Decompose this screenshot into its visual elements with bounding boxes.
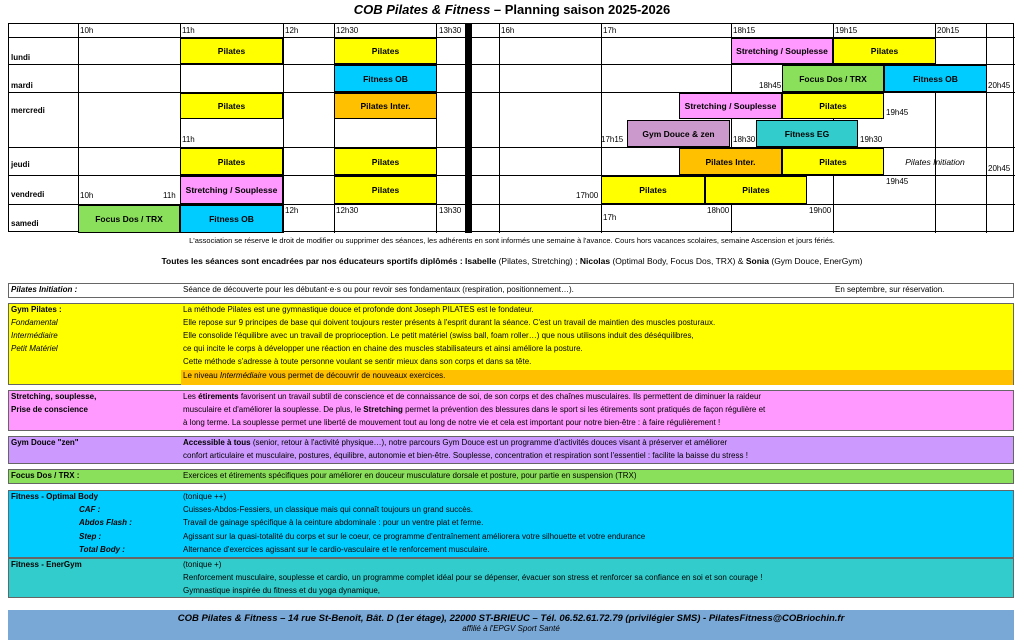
time-13h30: 13h30: [439, 26, 462, 35]
day-mercredi: mercredi: [11, 106, 45, 115]
inter-b: Intermédiaire: [219, 371, 267, 380]
gym-pilates-line: Elle consolide l'équilibre avec un travail de proprioception. Le petit matériel (swiss ball, foam roller…) que nous utilisons induit des déséquilibres,: [183, 331, 694, 340]
gym-pilates-inter-row: [181, 370, 1013, 385]
class-pilates[interactable]: Pilates: [334, 176, 437, 204]
time-20h15: 20h15: [937, 26, 960, 35]
section-gym-douce: [8, 436, 1014, 464]
class-pilates[interactable]: Pilates: [334, 148, 437, 175]
s-l2a: musculaire et d'améliorer la souplesse. De plus, le: [183, 405, 364, 414]
gym-pilates-line: Cette méthode s'adresse à toute personne voulant se sentir mieux dans son corps et dans sa tête.: [183, 357, 532, 366]
time-18h15: 18h15: [733, 26, 756, 35]
focus-label: Focus Dos / TRX :: [11, 471, 80, 480]
footer-address: COB Pilates & Fitness – 14 rue St-Benoît, Bât. D (1er étage), 22000 ST-BRIEUC – Tél. 06.52.61.72.79 (privilégier SMS) - PilatesFitness@COBriochin.fr: [177, 613, 845, 624]
class-pilates[interactable]: Pilates: [180, 148, 283, 175]
class-pilates[interactable]: Pilates: [782, 93, 884, 119]
optimal-item-name: CAF :: [79, 505, 101, 514]
section-initiation: [8, 283, 1014, 298]
class-fitness-ob[interactable]: Fitness OB: [180, 205, 283, 233]
time-18h45: 18h45: [759, 81, 782, 90]
stretching-label: Prise de conscience: [11, 405, 88, 414]
day-lundi: lundi: [11, 53, 31, 62]
staff-sonia: Sonia: [745, 256, 769, 266]
time-18h30: 18h30: [733, 135, 756, 144]
optimal-item-name: Step :: [79, 532, 102, 541]
class-pilates[interactable]: Pilates: [705, 176, 807, 204]
time-11h: 11h: [182, 135, 195, 144]
class-focus-dos[interactable]: Focus Dos / TRX: [78, 205, 180, 233]
time-12h: 12h: [285, 26, 299, 35]
footer-affiliation: affilié à l'EPGV Sport Santé: [462, 624, 560, 633]
time-18h00: 18h00: [707, 206, 730, 215]
stretching-line: [183, 405, 765, 414]
time-line: [986, 24, 987, 233]
time-17h: 17h: [603, 213, 617, 222]
energym-line: Gymnastique inspirée du fitness et du yoga dynamique,: [183, 586, 381, 595]
class-fitness-eg[interactable]: Fitness EG: [756, 120, 858, 147]
time-19h45: 19h45: [886, 108, 909, 117]
class-pilates-initiation[interactable]: Pilates Initiation: [905, 156, 965, 167]
day-jeudi: jeudi: [11, 160, 30, 169]
time-line: [283, 24, 284, 233]
s-l2b: Stretching: [363, 405, 403, 414]
time-12h30: 12h30: [336, 206, 359, 215]
class-pilates[interactable]: Pilates: [601, 176, 705, 204]
class-fitness-ob[interactable]: Fitness OB: [884, 65, 987, 92]
section-stretching: [8, 390, 1014, 431]
row-divider: [9, 175, 1015, 176]
time-19h15: 19h15: [835, 26, 858, 35]
time-12h30: 12h30: [336, 26, 359, 35]
gym-pilates-line: Elle repose sur 9 principes de base qui doivent toujours rester présents à l'esprit durant la séance. C'est un travail de maintien des muscles posturaux.: [183, 318, 716, 327]
s-l2c: permet la prévention des blessures dans le sport si les étirements sont pratiqués de façon régulière et: [402, 405, 766, 414]
class-pilates[interactable]: Pilates: [782, 148, 884, 175]
inter-c: vous permet de découvrir de nouveaux exercices.: [266, 371, 446, 380]
disclaimer-note: L'association se réserve le droit de modifier ou supprimer des séances, les adhérents en sont informés une semaine à l'avance. Cours hors vacances scolaires, semaine Ascension et jours fériés.: [189, 236, 835, 245]
time-17h15: 17h15: [601, 135, 624, 144]
time-16h: 16h: [501, 26, 515, 35]
title-season: – Planning saison 2025-2026: [490, 2, 671, 17]
day-samedi: samedi: [11, 219, 39, 228]
optimal-label: Fitness - Optimal Body: [11, 492, 99, 501]
initiation-extra: En septembre, sur réservation.: [835, 285, 945, 294]
gym-douce-line: confort articulaire et musculaire, postures, équilibre, autonomie et bien-être. Souplesse, concentration et respiration sont l'essentiel : facilite la baisse du stress !: [183, 451, 748, 460]
class-pilates[interactable]: Pilates: [180, 93, 283, 119]
gym-pilates-line: La méthode Pilates est une gymnastique douce et profonde dont Joseph PILATES est le fondateur.: [183, 305, 534, 314]
class-pilates[interactable]: Pilates: [334, 38, 437, 64]
gym-pilates-sub: Fondamental: [11, 318, 58, 327]
s-l1c: favorisent un travail subtil de conscience et de connaissance de soi, de son corps et des chaînes musculaires. Ils permettent de diminuer la raideur: [238, 392, 762, 401]
section-optimal-body: [8, 490, 1014, 558]
title-brand: COB Pilates & Fitness: [353, 2, 491, 17]
staff-isabelle-sub: (Pilates, Stretching) ;: [496, 256, 580, 266]
class-focus-dos[interactable]: Focus Dos / TRX: [782, 65, 884, 92]
class-fitness-ob[interactable]: Fitness OB: [334, 65, 437, 92]
staff-isabelle: Isabelle: [465, 256, 497, 266]
gym-douce-label: Gym Douce "zen": [11, 438, 79, 447]
time-12h: 12h: [285, 206, 299, 215]
staff-lead: Toutes les séances sont encadrées par nos éducateurs sportifs diplômés :: [161, 256, 466, 266]
time-17h: 17h: [603, 26, 617, 35]
schedule-grid: [8, 23, 1014, 232]
energym-intro: (tonique +): [183, 560, 222, 569]
optimal-item-text: Alternance d'exercices agissant sur le cardio-vasculaire et le renforcement musculaire.: [183, 545, 490, 554]
optimal-item-text: Cuisses-Abdos-Fessiers, un classique mais qui connaît toujours un grand succès.: [183, 505, 473, 514]
focus-text: Exercices et étirements spécifiques pour améliorer en douceur musculature dorsale et posture, pour partie en suspension (TRX): [183, 471, 637, 480]
class-stretching[interactable]: Stretching / Souplesse: [679, 93, 782, 119]
time-19h00: 19h00: [809, 206, 832, 215]
gym-pilates-inter: [183, 371, 445, 380]
inter-a: Le niveau: [183, 371, 220, 380]
s-l1b: étirements: [198, 392, 239, 401]
optimal-item-name: Total Body :: [79, 545, 125, 554]
footer-contact: [8, 610, 1014, 640]
energym-line: Renforcement musculaire, souplesse et cardio, un programme complet idéal pour se dépenser, évacuer son stress et renforcer sa confiance en soi et son courage !: [183, 573, 763, 582]
day-vendredi: vendredi: [11, 190, 45, 199]
time-13h30: 13h30: [439, 206, 462, 215]
initiation-label: Pilates Initiation :: [11, 285, 78, 294]
gym-pilates-label: Gym Pilates :: [11, 305, 62, 314]
class-pilates[interactable]: Pilates: [833, 38, 936, 64]
gd-l1a: Accessible à tous: [183, 438, 251, 447]
s-l1a: Les: [183, 392, 199, 401]
gd-l1b: (senior, retour à l'activité physique…), notre parcours Gym Douce est un programme d'activités douces visant à préserver et améliorer: [250, 438, 728, 447]
gym-douce-line: [183, 438, 727, 447]
section-energym: [8, 558, 1014, 598]
optimal-item-text: Agissant sur la quasi-totalité du corps et sur le coeur, ce programme d'entraînement améliorera votre silhouette et votre endurance: [183, 532, 646, 541]
class-stretching[interactable]: Stretching / Souplesse: [180, 176, 283, 204]
class-pilates-inter[interactable]: Pilates Inter.: [679, 148, 782, 175]
gym-pilates-line: ce qui incite le corps à développer une réaction en chaine des muscles stabilisateurs et ainsi améliore la posture.: [183, 344, 583, 353]
time-20h45: 20h45: [988, 164, 1011, 173]
class-gym-douce[interactable]: Gym Douce & zen: [627, 120, 730, 147]
stretching-label: Stretching, souplesse,: [11, 392, 97, 401]
time-10h: 10h: [80, 191, 94, 200]
stretching-line: à long terme. La souplesse permet une liberté de mouvement tout au long de notre vie et cela est important pour notre bien-être : à faire régulièrement !: [183, 418, 721, 427]
staff-sonia-sub: (Gym Douce, EnerGym): [769, 256, 863, 266]
section-focus-dos: [8, 469, 1014, 484]
stretching-line: [183, 392, 761, 401]
gym-pilates-sub: Intermédiaire: [11, 331, 58, 340]
time-17h00: 17h00: [576, 191, 599, 200]
class-stretching[interactable]: Stretching / Souplesse: [731, 38, 833, 64]
staff-nicolas-sub: (Optimal Body, Focus Dos, TRX) &: [610, 256, 746, 266]
class-pilates[interactable]: Pilates: [180, 38, 283, 64]
time-line: [499, 24, 500, 233]
time-11h: 11h: [182, 26, 195, 35]
section-gym-pilates: [8, 303, 1014, 385]
optimal-intro: (tonique ++): [183, 492, 227, 501]
page-title: [0, 2, 1024, 17]
staff-line: [0, 256, 1024, 266]
time-20h45: 20h45: [988, 81, 1011, 90]
gym-pilates-sub: Petit Matériel: [11, 344, 58, 353]
optimal-item-name: Abdos Flash :: [79, 518, 132, 527]
time-19h30: 19h30: [860, 135, 883, 144]
energym-label: Fitness - EnerGym: [11, 560, 82, 569]
class-pilates-inter[interactable]: Pilates Inter.: [334, 93, 437, 119]
time-line: [78, 24, 79, 233]
optimal-item-text: Travail de gainage spécifique à la ceinture abdominale : pour un ventre plat et ferme.: [183, 518, 484, 527]
time-11h: 11h: [163, 191, 176, 200]
time-19h45: 19h45: [886, 177, 909, 186]
lunch-break-bar: [465, 24, 472, 233]
time-10h: 10h: [80, 26, 94, 35]
day-mardi: mardi: [11, 81, 33, 90]
initiation-text: Séance de découverte pour les débutant·e·s ou pour revoir ses fondamentaux (respiration, positionnement…).: [183, 285, 574, 294]
staff-nicolas: Nicolas: [579, 256, 611, 266]
